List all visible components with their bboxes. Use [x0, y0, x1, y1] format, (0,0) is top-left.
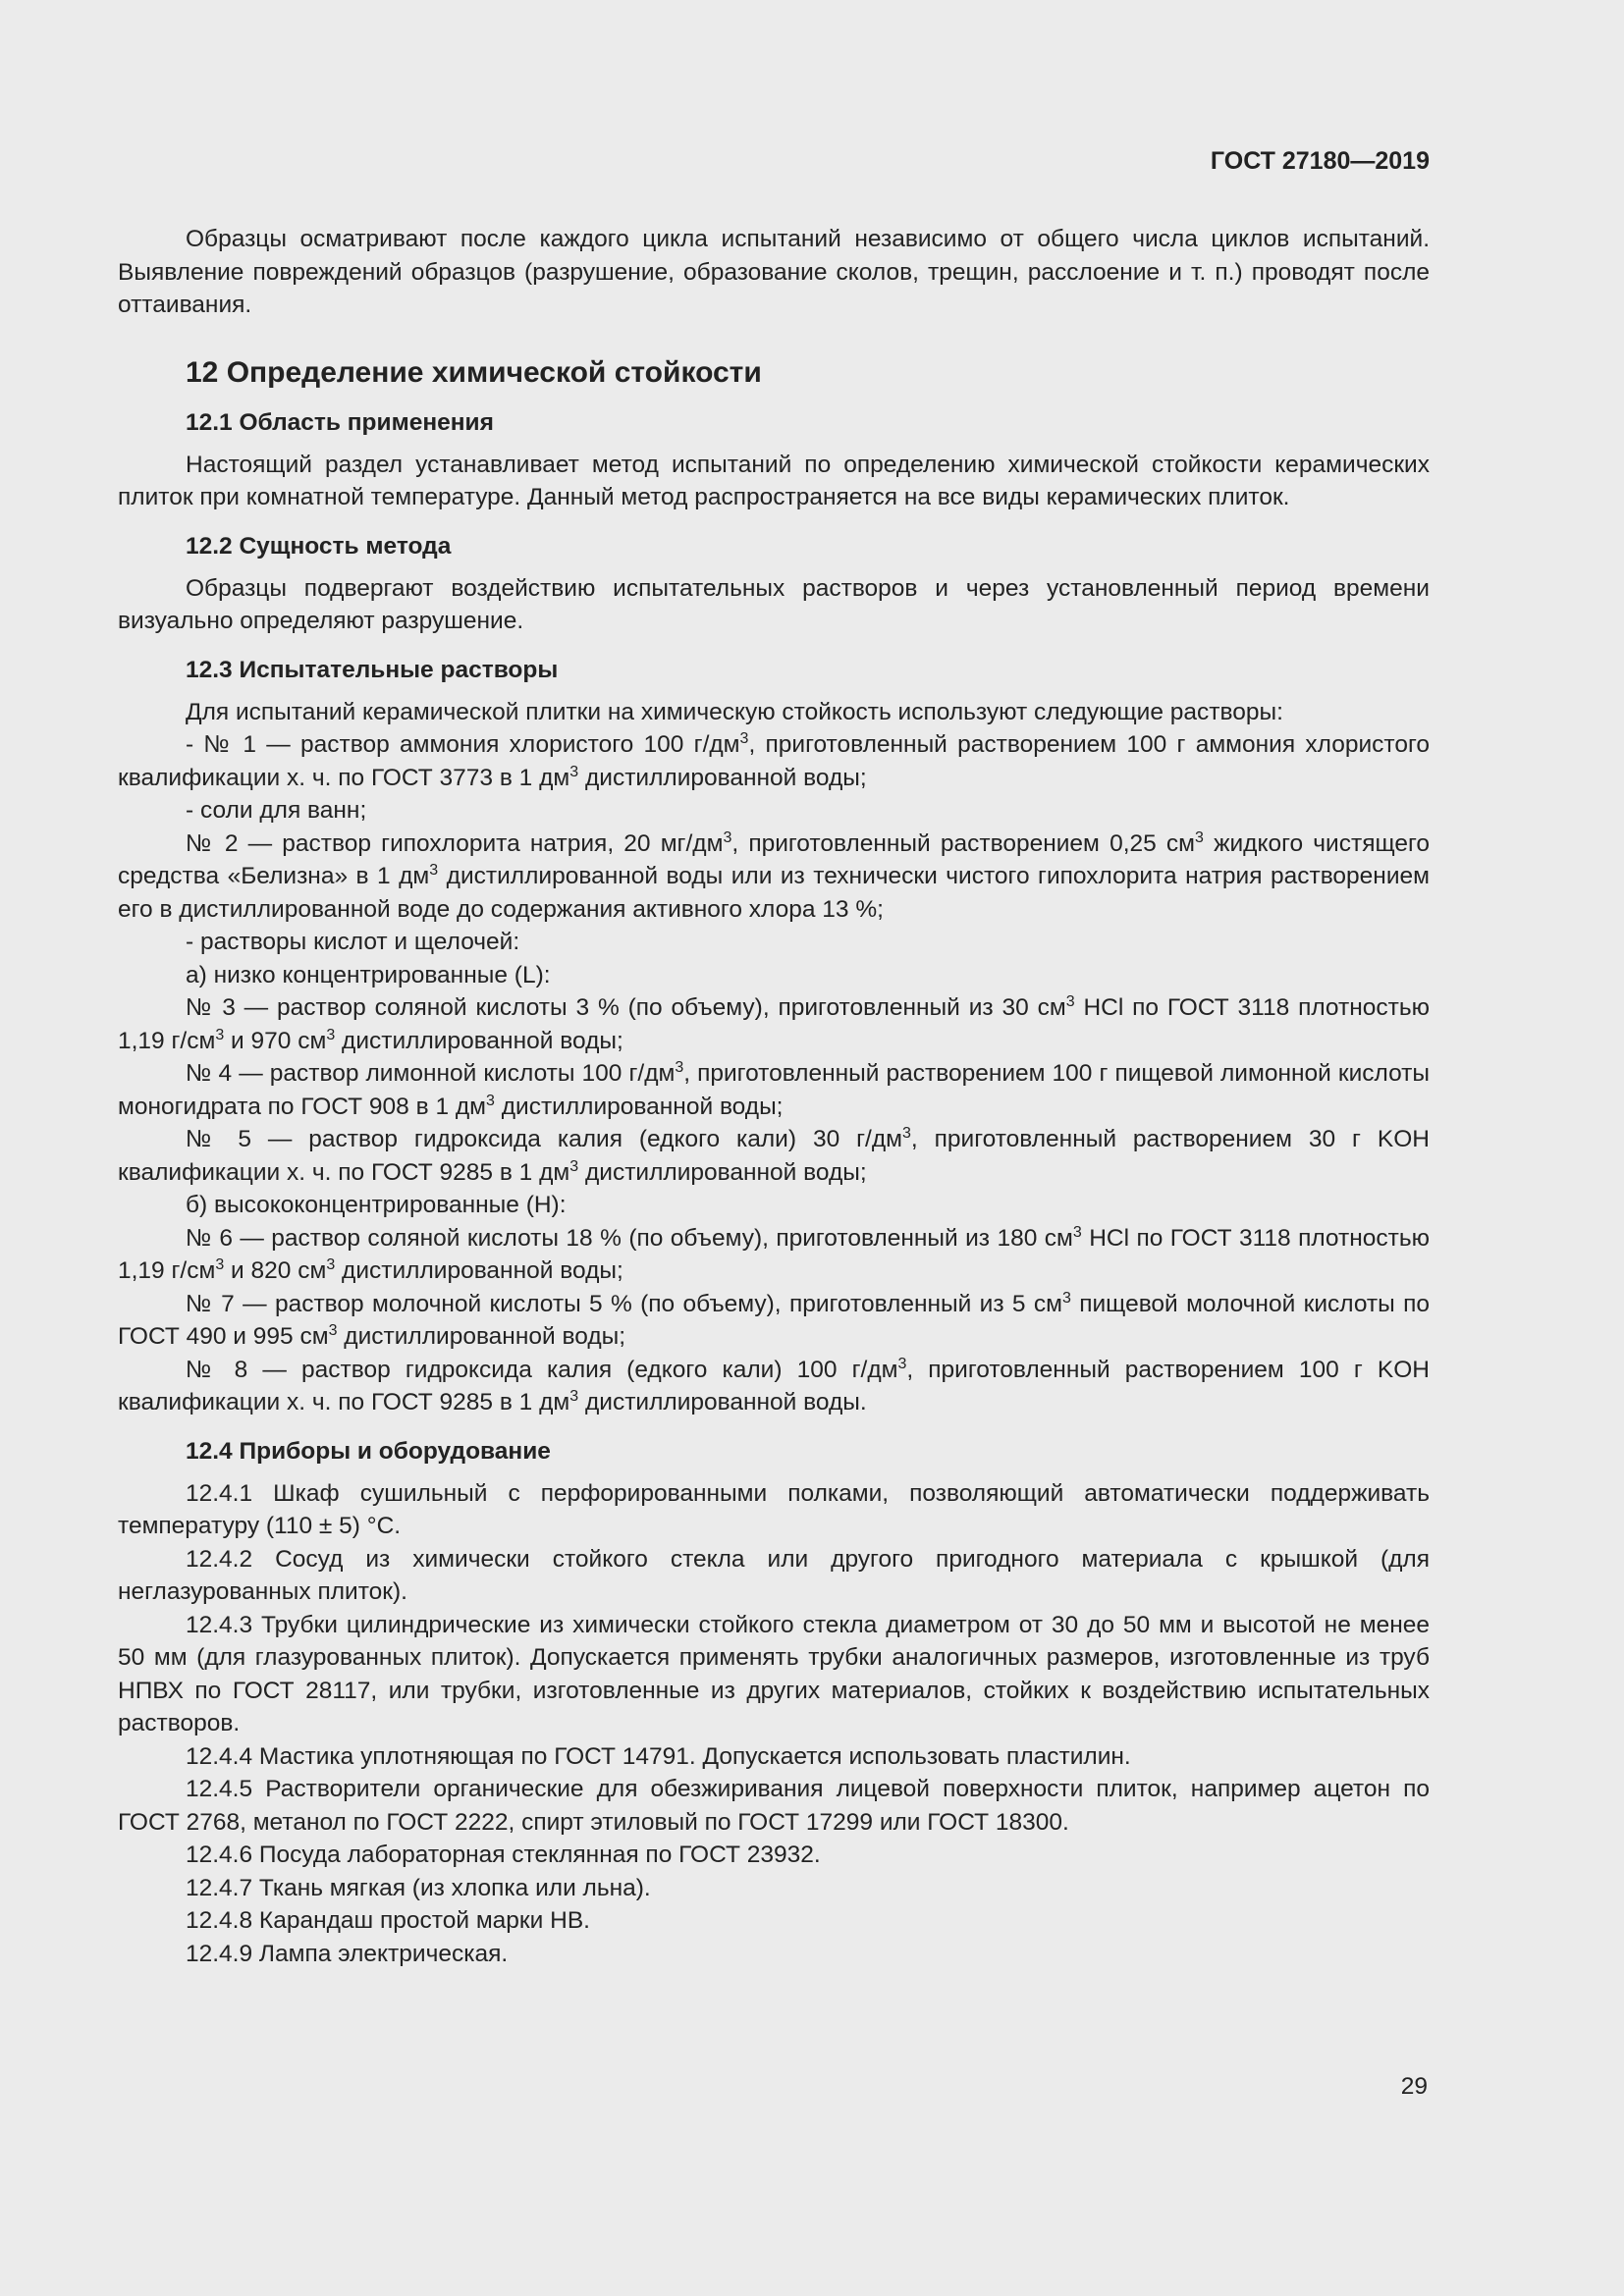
subsection-title-12-4: 12.4 Приборы и оборудование	[186, 1437, 551, 1465]
acids-label: - растворы кислот и щелочей:	[186, 929, 520, 955]
solution-7: № 7 — раствор молочной кислоты 5 % (по объему), приготовленный из 5 $см^3$ пищевой молочной кислоты по ГОСТ 490 и 995 $см^3$ дистиллированной воды;	[118, 1289, 1430, 1350]
equipment-item: 12.4.6 Посуда лабораторная стеклянная по ГОСТ 23932.	[186, 1842, 821, 1868]
low-concentration-label: а) низко концентрированные (L):	[186, 961, 551, 988]
solution-1: - № 1 — раствор аммония хлористого 100 $г/дм^3$, приготовленный растворением 100 г аммония хлористого квалификации х. ч. по ГОСТ 3773 в 1 $дм^3$ дистиллированной воды;	[118, 730, 1430, 791]
intro-paragraph: Образцы осматривают после каждого цикла испытаний независимо от общего числа циклов испытаний. Выявление повреждений образцов (разрушение, образование сколов, трещин, расслоение и т. п.) проводят после оттаивания.	[118, 226, 1430, 318]
section-title: 12 Определение химической стойкости	[186, 355, 762, 389]
equipment-item: 12.4.8 Карандаш простой марки НВ.	[186, 1907, 590, 1934]
equipment-item: 12.4.2 Сосуд из химически стойкого стекла или другого пригодного материала с крышкой (для неглазурованных плиток).	[118, 1545, 1430, 1605]
high-concentration-label: б) высококонцентрированные (H):	[186, 1192, 567, 1218]
solution-6: № 6 — раствор соляной кислоты 18 % (по объему), приготовленный из 180 $см^3$ HCl по ГОСТ 3118 плотностью 1,19 $г/см^3$ и 820 $см^3$ дистиллированной воды;	[118, 1223, 1430, 1284]
subsection-title-12-3: 12.3 Испытательные растворы	[186, 656, 559, 683]
equipment-item: 12.4.4 Мастика уплотняющая по ГОСТ 14791. Допускается использовать пластилин.	[186, 1742, 1131, 1770]
page-number: 29	[1400, 2073, 1428, 2100]
page-content	[118, 223, 1430, 1970]
solution-5: № 5 — раствор гидроксида калия (едкого кали) 30 $г/дм^3$, приготовленный растворением 30 г KOH квалификации х. ч. по ГОСТ 9285 в 1 $дм^3$ дистиллированной воды;	[118, 1125, 1430, 1186]
equipment-item: 12.4.5 Растворители органические для обезжиривания лицевой поверхности плиток, например ацетон по ГОСТ 2768, метанол по ГОСТ 2222, спирт этиловый по ГОСТ 17299 или ГОСТ 18300.	[118, 1776, 1430, 1836]
solution-8: № 8 — раствор гидроксида калия (едкого кали) 100 $г/дм^3$, приготовленный растворением 100 г KOH квалификации х. ч. по ГОСТ 9285 в 1 $дм^3$ дистиллированной воды.	[118, 1355, 1430, 1415]
solutions-lead: Для испытаний керамической плитки на химическую стойкость используют следующие растворы:	[186, 698, 1283, 725]
subsection-text-12-1: Настоящий раздел устанавливает метод испытаний по определению химической стойкости керамических плиток при комнатной температуре. Данный метод распространяется на все виды керамических плиток.	[118, 451, 1430, 510]
equipment-item: 12.4.3 Трубки цилиндрические из химически стойкого стекла диаметром от 30 до 50 мм и высотой не менее 50 мм (для глазурованных плиток). Допускается применять трубки аналогичных размеров, изготовленные из труб НПВХ по ГОСТ 28117, или трубки, изготовленные из других материалов, стойких к воздействию испытательных растворов.	[118, 1611, 1430, 1736]
equipment-item: 12.4.9 Лампа электрическая.	[186, 1940, 509, 1967]
bath-salts-label: - соли для ванн;	[186, 797, 367, 824]
solution-2: № 2 — раствор гипохлорита натрия, 20 $мг/дм^3$, приготовленный растворением 0,25 $см^3$ жидкого чистящего средства «Белизна» в 1 $дм^3$ дистиллированной воды или из технически чистого гипохлорита натрия растворением его в дистиллированной воде до содержания активного хлора 13 %;	[118, 828, 1430, 923]
equipment-item: 12.4.1 Шкаф сушильный с перфорированными полками, позволяющий автоматически поддерживать температуру (110 ± 5) °С.	[118, 1479, 1430, 1539]
subsection-text-12-2: Образцы подвергают воздействию испытательных растворов и через установленный период времени визуально определяют разрушение.	[118, 574, 1430, 634]
subsection-title-12-2: 12.2 Сущность метода	[186, 532, 452, 560]
equipment-item: 12.4.7 Ткань мягкая (из хлопка или льна).	[186, 1874, 651, 1901]
document-code: ГОСТ 27180—2019	[1210, 147, 1430, 175]
solution-4: № 4 — раствор лимонной кислоты 100 $г/дм^3$, приготовленный растворением 100 г пищевой лимонной кислоты моногидрата по ГОСТ 908 в 1 $дм^3$ дистиллированной воды;	[118, 1059, 1430, 1120]
subsection-title-12-1: 12.1 Область применения	[186, 408, 494, 436]
solution-3: № 3 — раствор соляной кислоты 3 % (по объему), приготовленный из 30 $см^3$ HCl по ГОСТ 3118 плотностью 1,19 $г/см^3$ и 970 $см^3$ дистиллированной воды;	[118, 993, 1430, 1054]
